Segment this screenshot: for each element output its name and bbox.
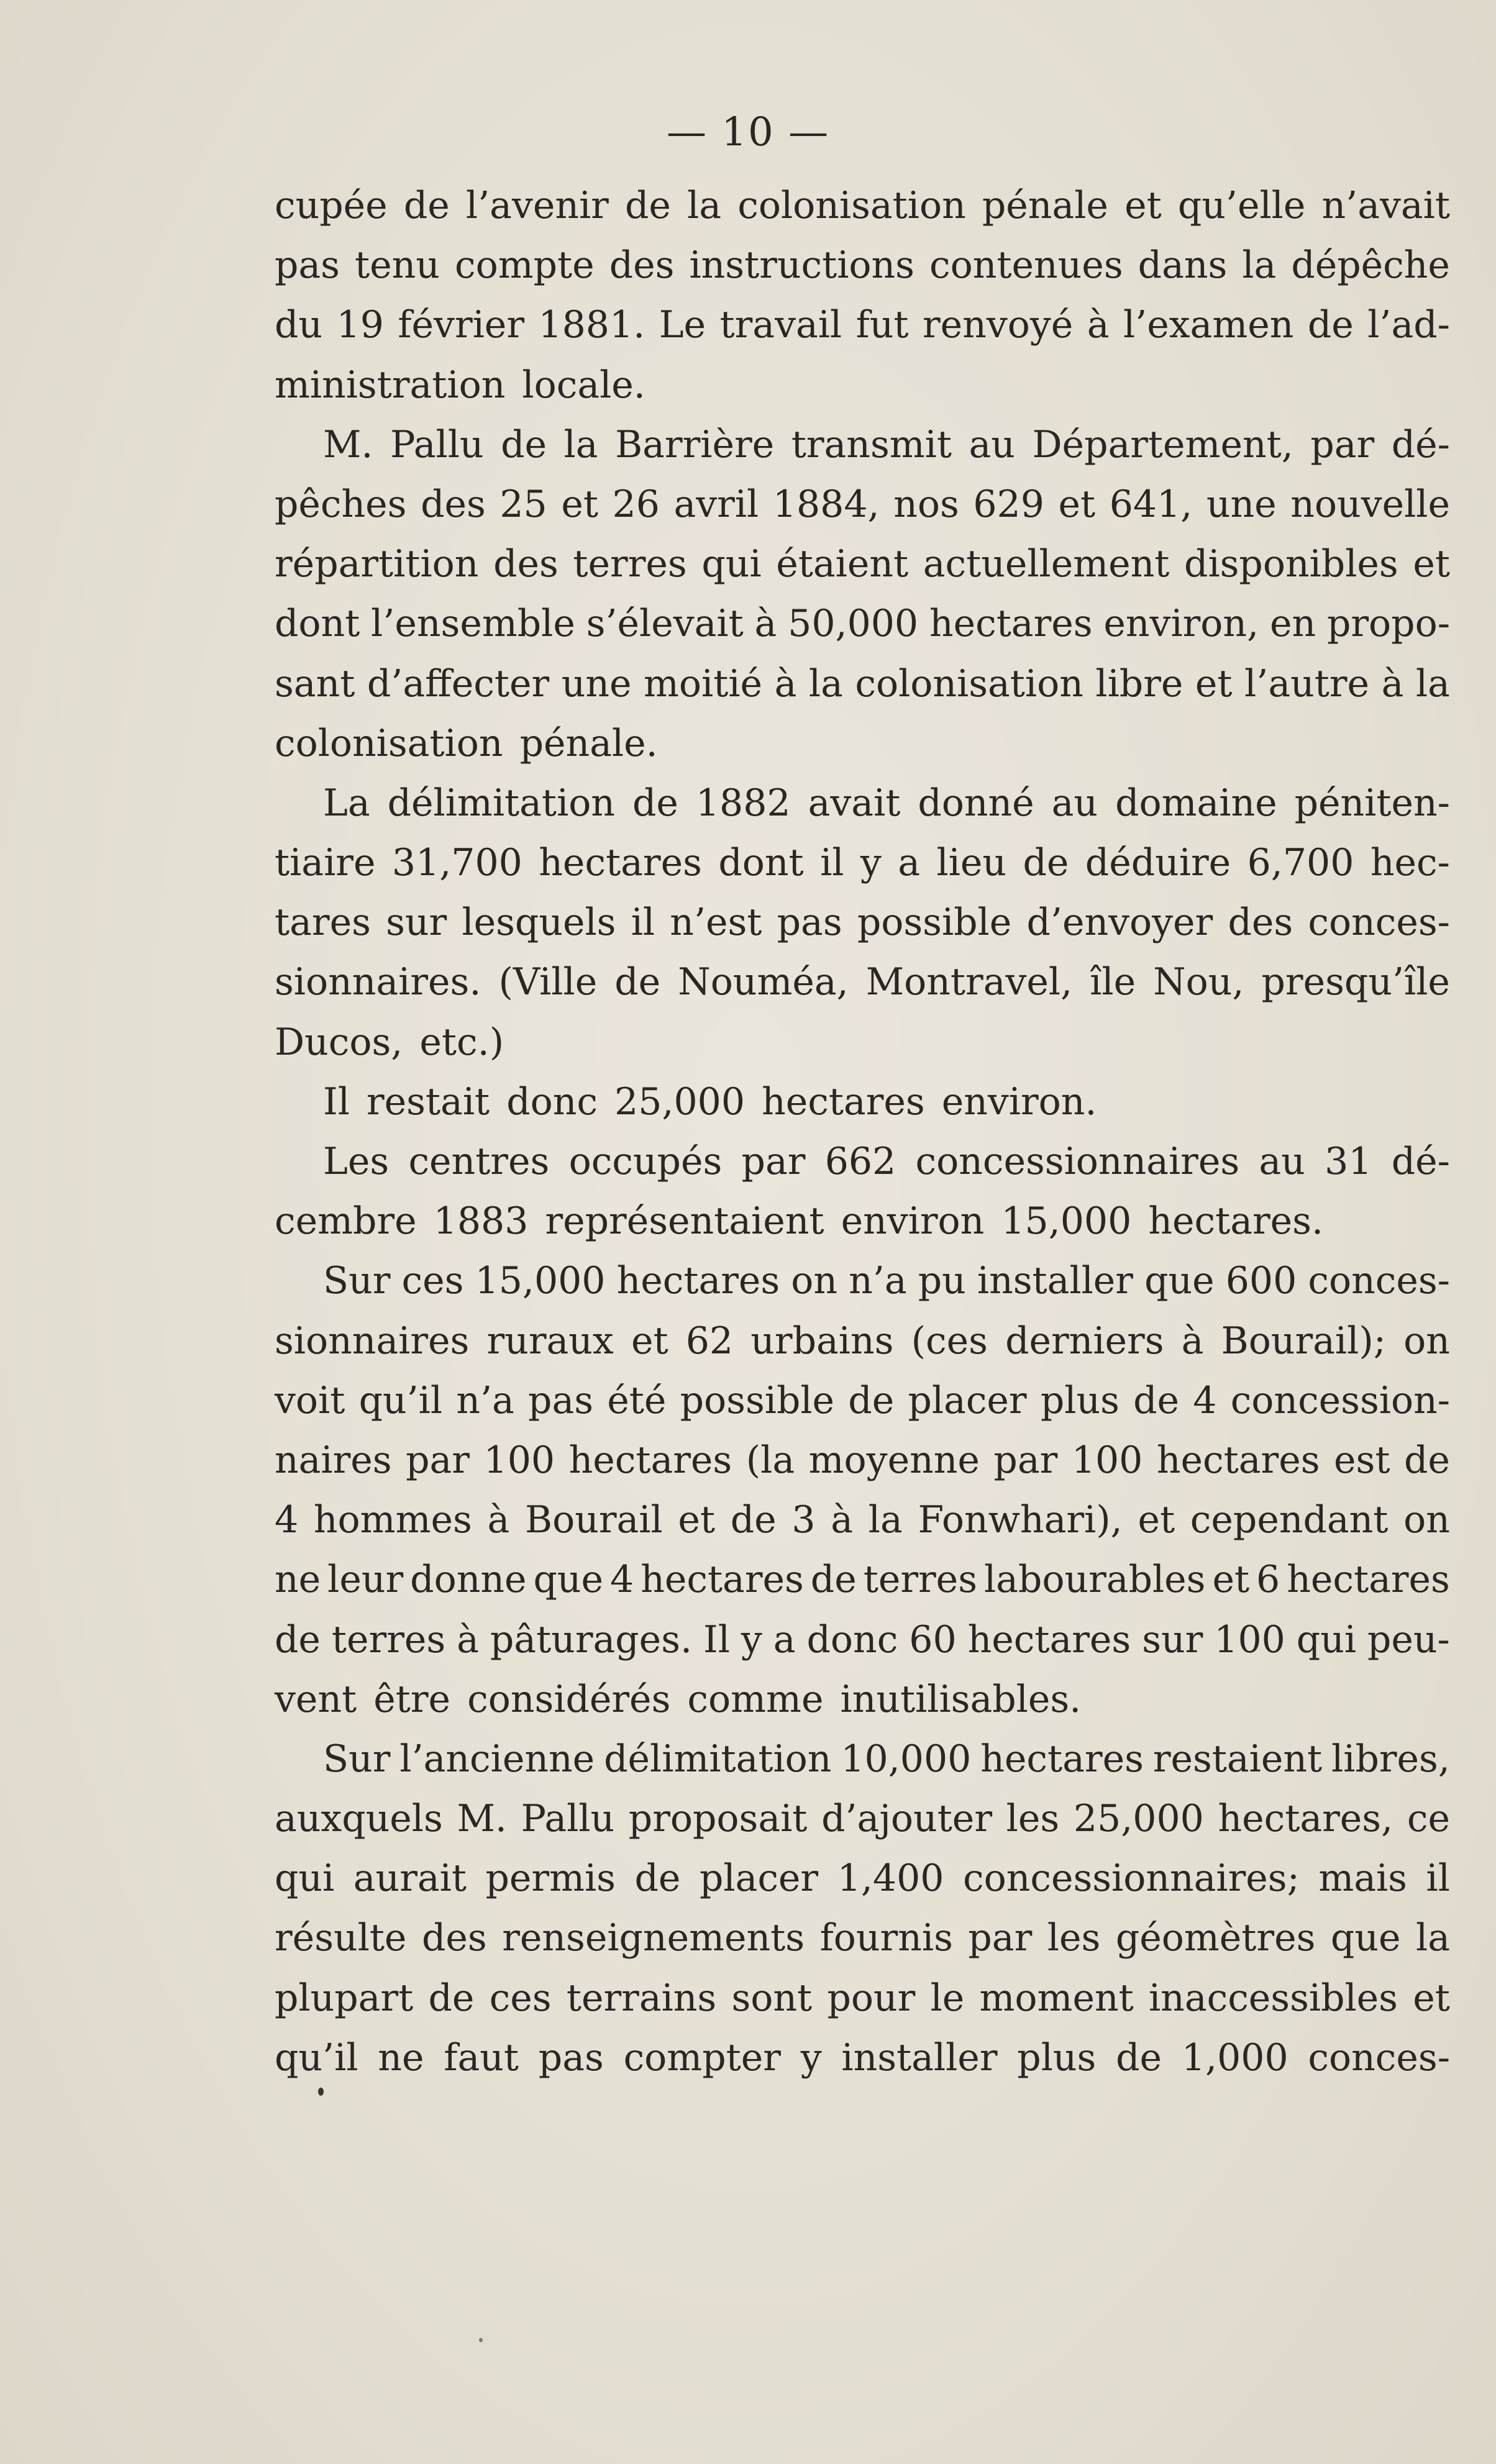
text-line: pêches des 25 et 26 avril 1884, nos 629 et 641, une nouvelle: [275, 482, 1450, 526]
body-text: [275, 176, 1450, 2088]
text-line: plupart de ces terrains sont pour le moment inaccessibles et: [275, 1976, 1450, 2020]
text-line: qu’il ne faut pas compter y installer plus de 1,000 conces-: [275, 2035, 1450, 2080]
text-line: tiaire 31,700 hectares dont il y a lieu de déduire 6,700 hec-: [275, 841, 1450, 885]
text-line: sionnaires. (Ville de Nouméa, Montravel, île Nou, presqu’île: [275, 960, 1450, 1004]
text-line: résulte des renseignements fournis par les géomètres que la: [275, 1916, 1450, 1960]
text-line: Il restait donc 25,000 hectares environ.: [323, 1080, 1097, 1124]
text-line: dont l’ensemble s’élevait à 50,000 hectares environ, en propo-: [275, 602, 1450, 646]
text-line: cembre 1883 représentaient environ 15,000 hectares.: [275, 1199, 1324, 1243]
text-line: répartition des terres qui étaient actuellement disponibles et: [275, 542, 1450, 586]
text-line: qui aurait permis de placer 1,400 concessionnaires; mais il: [275, 1857, 1450, 1901]
text-line: vent être considérés comme inutilisables.: [275, 1677, 1082, 1721]
text-line: Sur l’ancienne délimitation 10,000 hectares restaient libres,: [323, 1737, 1450, 1781]
text-line: naires par 100 hectares (la moyenne par 100 hectares est de: [275, 1438, 1450, 1482]
text-line: cupée de l’avenir de la colonisation pénale et qu’elle n’avait: [275, 184, 1450, 227]
text-line: tares sur lesquels il n’est pas possible d’envoyer des conces-: [275, 901, 1450, 945]
text-line: ne leur donne que 4 hectares de terres labourables et 6 hectares: [275, 1558, 1450, 1602]
text-line: auxquels M. Pallu proposait d’ajouter les 25,000 hectares, ce: [275, 1797, 1450, 1841]
text-line: voit qu’il n’a pas été possible de placer plus de 4 concession-: [275, 1378, 1450, 1422]
text-line: pas tenu compte des instructions contenues dans la dépêche: [275, 243, 1450, 288]
text-line: ministration locale.: [275, 363, 645, 407]
text-line: Ducos, etc.): [275, 1020, 504, 1064]
text-line: sionnaires ruraux et 62 urbains (ces derniers à Bourail); on: [275, 1319, 1450, 1363]
page-number: — 10 —: [666, 109, 830, 155]
text-line: colonisation pénale.: [275, 721, 658, 765]
text-line: de terres à pâturages. Il y a donc 60 hectares sur 100 qui peu-: [275, 1617, 1450, 1662]
text-line: La délimitation de 1882 avait donné au domaine péniten-: [323, 781, 1450, 825]
text-line: sant d’affecter une moitié à la colonisation libre et l’autre à la: [275, 661, 1450, 706]
text-line: Les centres occupés par 662 concessionnaires au 31 dé-: [323, 1140, 1450, 1183]
text-line: M. Pallu de la Barrière transmit au Département, par dé-: [323, 422, 1450, 466]
text-line: Sur ces 15,000 hectares on n’a pu installer que 600 conces-: [323, 1259, 1450, 1303]
text-line: du 19 février 1881. Le travail fut renvoyé à l’examen de l’ad-: [275, 303, 1450, 347]
ink-speck: [479, 2338, 483, 2342]
text-line: 4 hommes à Bourail et de 3 à la Fonwhari), et cependant on: [275, 1498, 1450, 1542]
ink-speck: [318, 2088, 324, 2096]
